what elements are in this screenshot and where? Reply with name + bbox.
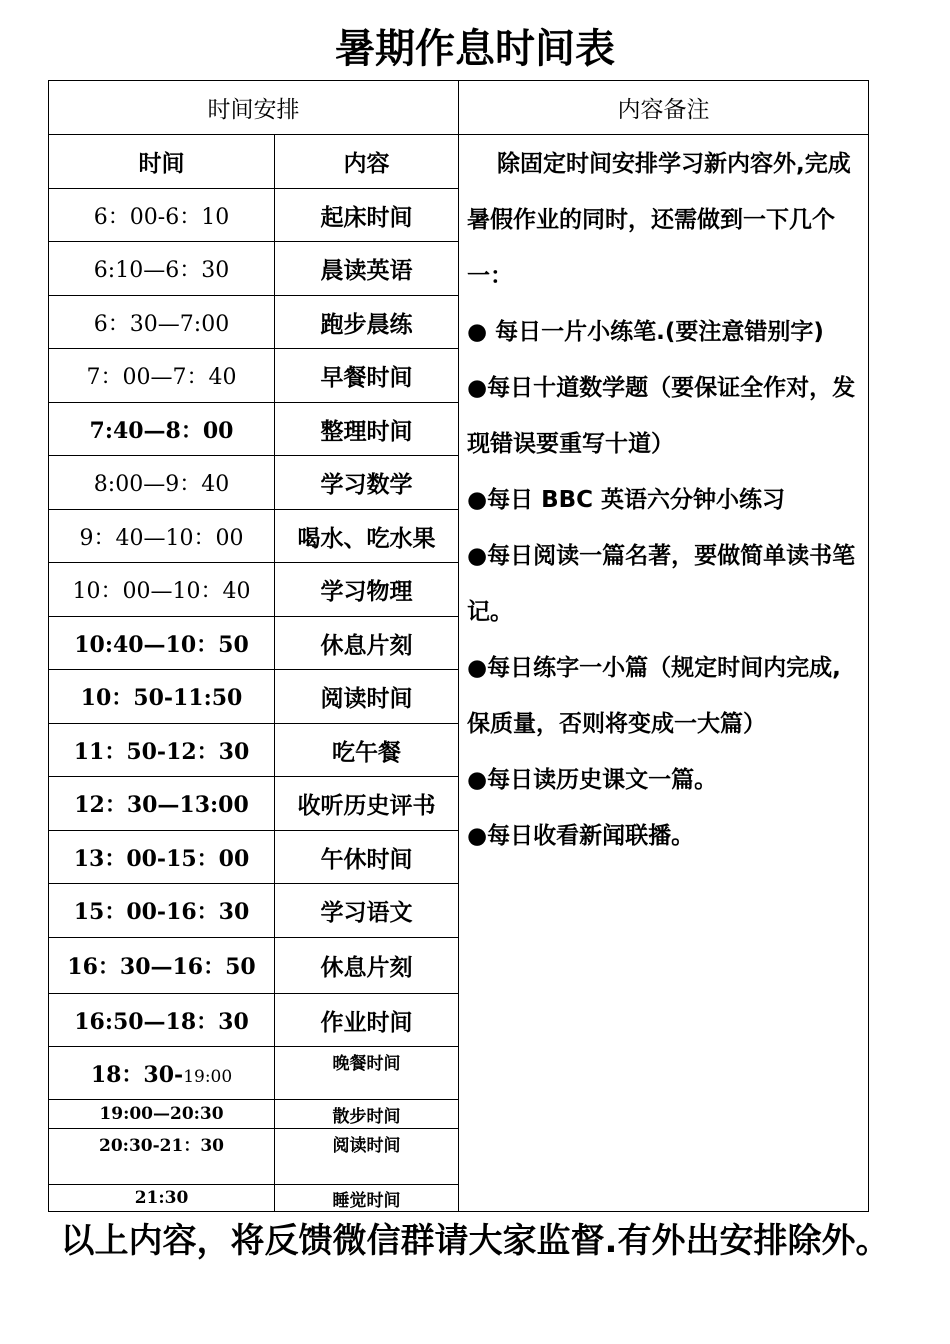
header-notes: 内容备注: [459, 81, 869, 135]
row-content: 学习物理: [275, 563, 459, 617]
row-time: 10：50-11:50: [49, 670, 275, 724]
subheader-content: 内容: [275, 135, 459, 189]
row-content: 散步时间: [275, 1100, 459, 1129]
row-time: 12：30—13:00: [49, 777, 275, 831]
row-time: 20:30-21：30: [49, 1129, 275, 1185]
row-content: 作业时间: [275, 994, 459, 1047]
notes-item: ●每日十道数学题（要保证全作对，发现错误要重写十道）: [467, 375, 856, 457]
row-time: 10:40—10：50: [49, 617, 275, 670]
notes-block: [467, 136, 862, 864]
row-content: 晚餐时间: [275, 1047, 459, 1100]
row-content: 阅读时间: [275, 670, 459, 724]
notes-item: ● 每日一片小练笔.(要注意错别字): [467, 319, 824, 345]
row-content: 起床时间: [275, 189, 459, 242]
row-time: 21:30: [49, 1185, 275, 1212]
row-time: 6：30—7:00: [49, 296, 275, 349]
row-content: 整理时间: [275, 403, 459, 456]
row-time: 8:00—9：40: [49, 456, 275, 510]
row-time-small: 19:00: [183, 1066, 233, 1087]
row-time: 9：40—10：00: [49, 510, 275, 563]
page-title: 暑期作息时间表: [335, 26, 615, 72]
notes-item: ●每日 BBC 英语六分钟小练习: [467, 487, 786, 513]
row-time: 15：00-16：30: [49, 884, 275, 938]
row-content: 休息片刻: [275, 938, 459, 994]
row-time: 7：00—7：40: [49, 349, 275, 403]
row-time-main: 18：30-: [90, 1061, 184, 1088]
table-subheader-row: [49, 135, 869, 189]
row-content: 早餐时间: [275, 349, 459, 403]
row-time: 16:50—18：30: [49, 994, 275, 1047]
row-time: 6：00-6：10: [49, 189, 275, 242]
header-schedule: 时间安排: [49, 81, 459, 135]
notes-item: ●每日阅读一篇名著，要做简单读书笔记。: [467, 543, 856, 625]
notes-item: ●每日读历史课文一篇。: [467, 767, 718, 793]
row-content: 睡觉时间: [275, 1185, 459, 1212]
row-content: 吃午餐: [275, 724, 459, 777]
notes-item: ●每日练字一小篇（规定时间内完成,保质量，否则将变成一大篇）: [467, 655, 841, 737]
row-content: 学习数学: [275, 456, 459, 510]
row-content: 午休时间: [275, 831, 459, 884]
row-time: 7:40—8：00: [49, 403, 275, 456]
row-time: 13：00-15：00: [49, 831, 275, 884]
row-content: 喝水、吃水果: [275, 510, 459, 563]
row-content: 学习语文: [275, 884, 459, 938]
row-time: 10：00—10：40: [49, 563, 275, 617]
notes-item: ●每日收看新闻联播。: [467, 823, 695, 849]
row-content: 晨读英语: [275, 242, 459, 296]
footer-note: 以上内容，将反馈微信群请大家监督.有外出安排除外。: [60, 1221, 890, 1261]
row-time: 16：30—16：50: [49, 938, 275, 994]
row-time: 19:00—20:30: [49, 1100, 275, 1129]
row-content: 收听历史评书: [275, 777, 459, 831]
row-content: 跑步晨练: [275, 296, 459, 349]
row-content: 阅读时间: [275, 1129, 459, 1185]
table-header-row: [49, 81, 869, 135]
subheader-time: 时间: [49, 135, 275, 189]
notes-intro: 除固定时间安排学习新内容外,完成暑假作业的同时，还需做到一下几个一：: [467, 151, 851, 289]
row-time: [49, 1047, 275, 1100]
schedule-table: [48, 80, 869, 1212]
row-content: 休息片刻: [275, 617, 459, 670]
row-time: 6:10—6：30: [49, 242, 275, 296]
notes-cell: [459, 135, 869, 1212]
row-time: 11：50-12：30: [49, 724, 275, 777]
